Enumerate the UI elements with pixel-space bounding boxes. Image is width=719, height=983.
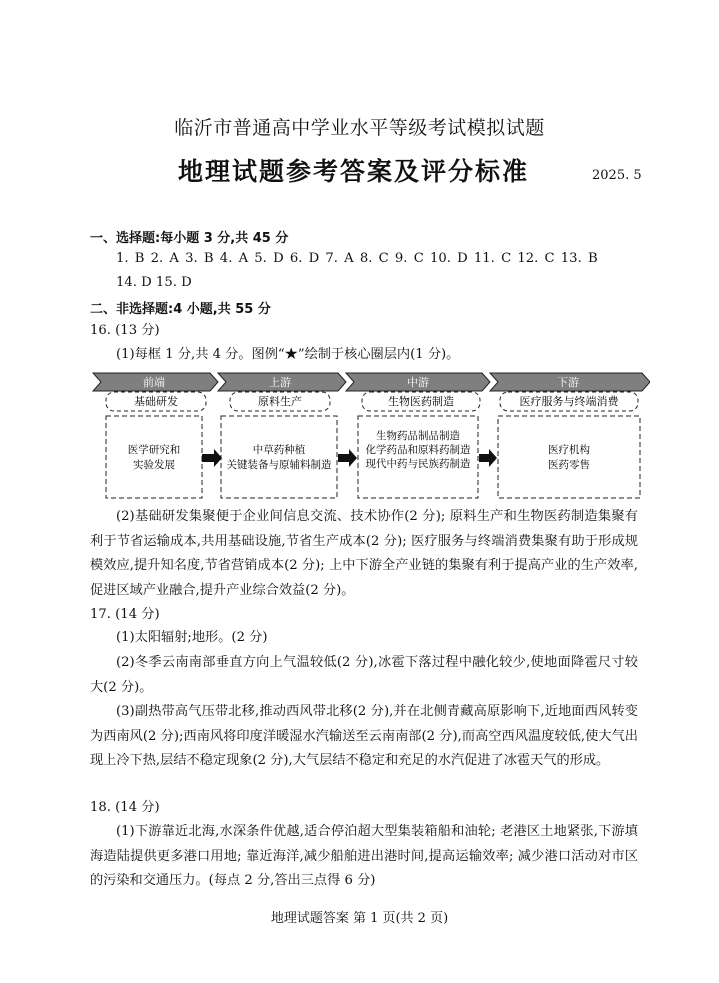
- q18-number: 18. (14 分): [90, 800, 160, 815]
- stage-front-label: 前端: [143, 376, 165, 389]
- page-footer: 地理试题答案 第 1 页(共 2 页): [270, 911, 449, 926]
- box-service-line2: 医药零售: [548, 459, 590, 471]
- box-research-line2: 实验发展: [133, 459, 175, 471]
- label-research: 基础研发: [134, 395, 178, 408]
- label-manufacturing: 生物医药制造: [388, 395, 454, 408]
- stage-downstream-label: 下游: [557, 376, 579, 389]
- q17-part2: (2)冬季云南南部垂直方向上气温较低(2 分),冰雹下落过程中融化较少,使地面降雹尺寸较大(2 分)。: [90, 655, 638, 695]
- q17-number: 17. (14 分): [90, 607, 160, 622]
- q16-part2: (2)基础研发集聚便于企业间信息交流、技术协作(2 分); 原料生产和生物医药制造集聚有利于节省运输成本,共用基础设施,节省生产成本(2 分); 医疗服务与终端消费集聚有助于形成规模效应,提升知名度,节省营销成本(2 分); 上中下游全产业链的集聚有利于提高产业的生产效率,促进区域产业融合,提升产业综合效益(2 分)。: [90, 509, 638, 598]
- q16-number: 16. (13 分): [90, 323, 160, 338]
- box-material-line2: 关键装备与原辅料制造: [226, 459, 332, 471]
- q17-part3: (3)副热带高气压带北移,推动西风带北移(2 分),并在北侧青藏高原影响下,近地面西风转变为西南风(2 分);西南风将印度洋暖湿水汽输送至云南南部(2 分),而高空西风温度较低,使大气出现上冷下热,层结不稳定现象(2 分),大气层结不稳定和充足的水汽促进了冰雹天气的形成。: [90, 704, 638, 768]
- arrow-material-to-manufacturing-icon: [338, 449, 357, 467]
- stage-chevrons: [93, 373, 650, 391]
- content-box-material: [221, 416, 337, 498]
- box-manufacturing-line3: 现代中药与民族药制造: [365, 458, 471, 470]
- box-manufacturing-line2: 化学药品和原料药制造: [365, 444, 471, 456]
- box-material-line1: 中草药种植: [252, 444, 306, 456]
- box-research-line1: 医学研究和: [127, 444, 181, 456]
- label-material: 原料生产: [258, 395, 302, 408]
- arrow-research-to-material-icon: [202, 449, 222, 467]
- stage-upstream-label: 上游: [269, 376, 291, 389]
- box-manufacturing-line1: 生物药品制品制造: [376, 430, 460, 442]
- content-box-service: [498, 416, 640, 498]
- date: 2025. 5: [592, 168, 642, 183]
- stage-midstream-label: 中游: [407, 376, 429, 389]
- q16-part1: (1)每框 1 分,共 4 分。图例“★”绘制于核心圈层内(1 分)。: [116, 347, 460, 362]
- content-box-research: [106, 416, 202, 498]
- label-service: 医疗服务与终端消费: [519, 395, 619, 408]
- arrow-manufacturing-to-service-icon: [479, 449, 497, 467]
- q17-part1: (1)太阳辐射;地形。(2 分): [116, 630, 268, 645]
- exam-title: 临沂市普通高中学业水平等级考试模拟试题: [174, 117, 545, 139]
- answers-line-1: 1. B 2. A 3. B 4. A 5. D 6. D 7. A 8. C 9. C 10. D 11. C 12. C 13. B: [116, 251, 598, 266]
- section1-heading: 一、选择题:每小题 3 分,共 45 分: [90, 231, 289, 246]
- box-service-line1: 医疗机构: [548, 444, 590, 456]
- answers-line-2: 14. D 15. D: [116, 275, 192, 290]
- q18-part1: (1)下游靠近北海,水深条件优越,适合停泊超大型集装箱船和油轮; 老港区土地紧张,下游填海造陆提供更多港口用地; 靠近海洋,减少船舶进出港时间,提高运输效率; 减少港口活动对市区的污染和交通压力。(每点 2 分,答出三点得 6 分): [90, 824, 638, 888]
- content-box-manufacturing: [358, 416, 478, 498]
- section2-heading: 二、非选择题:4 小题,共 55 分: [90, 302, 271, 317]
- industry-chain-diagram: [90, 369, 650, 501]
- document-title: 地理试题参考答案及评分标准: [178, 157, 530, 186]
